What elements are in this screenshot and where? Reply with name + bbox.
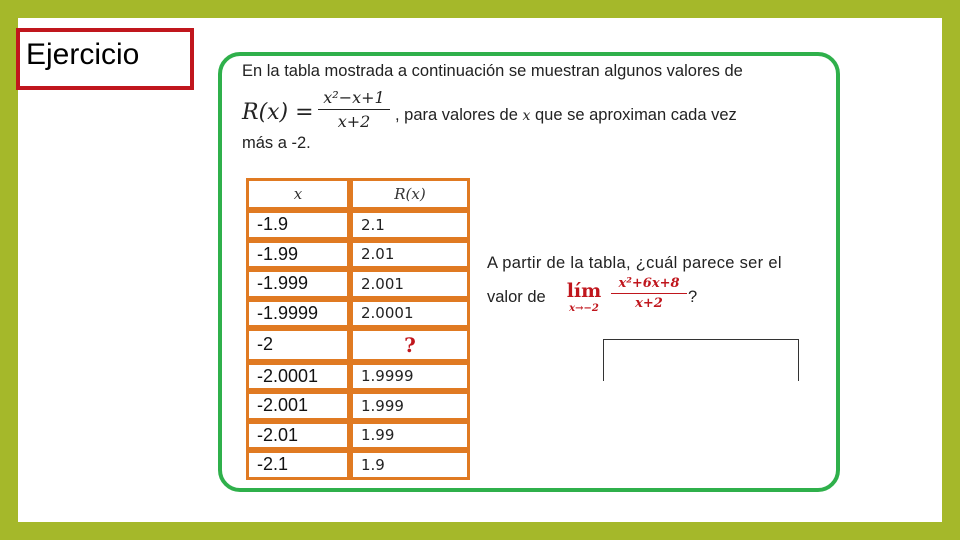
table-cell-x: -2.0001 (246, 362, 350, 392)
intro-line-2-tail (395, 106, 737, 126)
table-cell-x: -1.9999 (246, 299, 350, 329)
function-numerator: x²−x+1 (318, 88, 390, 110)
intro-line-3: más a -2. (242, 134, 311, 152)
table-cell-x: -2.001 (246, 391, 350, 421)
table-cell-r: 2.001 (350, 269, 470, 299)
table-cell-x: -1.999 (246, 269, 350, 299)
table-cell-r: 2.1 (350, 210, 470, 240)
table-cell-x: -1.9 (246, 210, 350, 240)
answer-box[interactable] (603, 339, 799, 381)
table-cell-x: -2.1 (246, 450, 350, 480)
intro-line-2-end: que se aproximan cada vez (535, 106, 737, 124)
limit-word: lím (566, 280, 602, 302)
table-cell-unknown: ? (350, 328, 470, 362)
limit-denominator: x+2 (635, 295, 663, 311)
table-cell-r: 1.9 (350, 450, 470, 480)
question-line-1: A partir de la tabla, ¿cuál parece ser el (487, 254, 782, 272)
function-lhs: R(x) = (242, 100, 314, 125)
title-box (16, 28, 194, 90)
variable-x: x (522, 108, 531, 124)
intro-line-2-text: , para valores de (395, 106, 518, 124)
table-cell-x: -1.99 (246, 240, 350, 270)
table-cell-r: 1.999 (350, 391, 470, 421)
limit-operator (559, 280, 609, 315)
table-cell-x: -2 (246, 328, 350, 362)
table-cell-r: 2.01 (350, 240, 470, 270)
table-header-x: x (246, 178, 350, 210)
table-cell-r: 2.0001 (350, 299, 470, 329)
table-cell-r: 1.99 (350, 421, 470, 451)
slide-title: Ejercicio (26, 38, 140, 71)
question-line-2-start: valor de (487, 288, 546, 306)
table-header-r: R(x) (350, 178, 470, 210)
function-denominator: x+2 (337, 112, 371, 132)
question-mark: ? (688, 288, 698, 306)
table-cell-r: 1.9999 (350, 362, 470, 392)
intro-line-1: En la tabla mostrada a continuación se muestran algunos valores de (242, 62, 743, 80)
limit-numerator: x²+6x+8 (611, 276, 687, 294)
limit-fraction (611, 276, 687, 311)
limit-subscript: x→−2 (569, 302, 599, 314)
function-fraction (318, 88, 390, 131)
table-cell-x: -2.01 (246, 421, 350, 451)
